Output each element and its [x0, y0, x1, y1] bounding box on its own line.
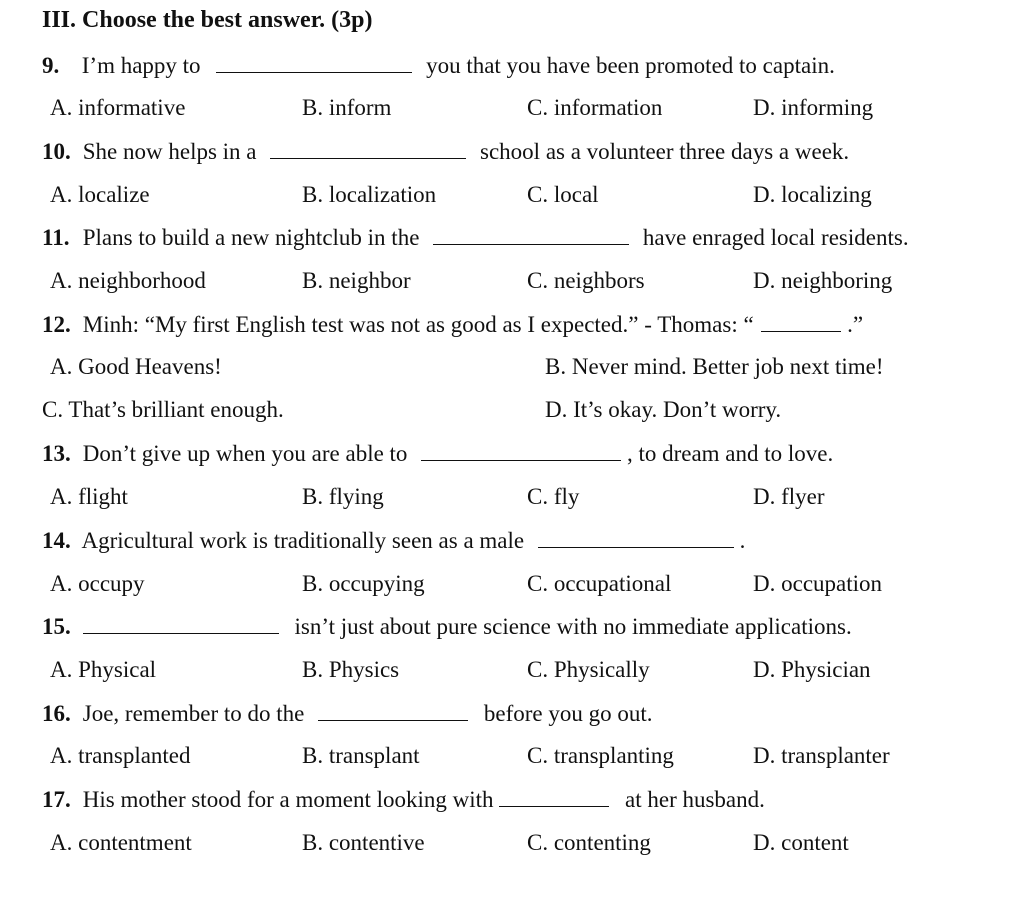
option-b[interactable]: B. inform	[302, 95, 392, 120]
question-text-before: Minh: “My first English test was not as good as I expected.” - Thomas: “	[82, 312, 754, 337]
question-text-after: school as a volunteer three days a week.	[480, 139, 850, 164]
answer-blank[interactable]	[499, 786, 609, 807]
option-c[interactable]: C. Physically	[527, 657, 650, 682]
answer-blank[interactable]	[216, 52, 412, 73]
question-number: 10.	[42, 139, 71, 164]
option-d[interactable]: D. transplanter	[753, 743, 890, 768]
option-c[interactable]: C. local	[527, 182, 599, 207]
answer-blank[interactable]	[270, 138, 466, 159]
question-text-before: Agricultural work is traditionally seen as a male	[81, 528, 525, 553]
option-d[interactable]: D. informing	[753, 95, 874, 120]
question-text-after: before you go out.	[483, 701, 653, 726]
question-text-before: Don’t give up when you are able to	[82, 441, 408, 466]
question-text-after: at her husband.	[625, 787, 765, 812]
option-d[interactable]: D. neighboring	[753, 268, 893, 293]
question-number: 9.	[42, 53, 60, 78]
question-text-before: I’m happy to	[81, 53, 201, 78]
question-number: 16.	[42, 701, 71, 726]
option-a[interactable]: A. flight	[50, 484, 128, 509]
question-17	[42, 785, 765, 815]
option-b[interactable]: B. localization	[302, 182, 437, 207]
question-text-before: His mother stood for a moment looking with	[82, 787, 494, 812]
question-number: 12.	[42, 312, 71, 337]
question-text-after: .”	[847, 312, 864, 337]
option-c[interactable]: C. contenting	[527, 830, 651, 855]
option-a[interactable]: A. Good Heavens!	[50, 354, 222, 379]
question-14	[42, 526, 745, 556]
option-d[interactable]: D. It’s okay. Don’t worry.	[545, 397, 782, 422]
option-b[interactable]: B. transplant	[302, 743, 420, 768]
option-d[interactable]: D. occupation	[753, 571, 883, 596]
question-13	[42, 439, 833, 469]
question-text-after: , to dream and to love.	[626, 441, 834, 466]
option-c[interactable]: C. information	[527, 95, 663, 120]
question-text-after: isn’t just about pure science with no immediate applications.	[294, 614, 852, 639]
question-15	[42, 612, 852, 642]
question-text-before: Plans to build a new nightclub in the	[82, 225, 420, 250]
option-c[interactable]: C. neighbors	[527, 268, 645, 293]
question-text-before: She now helps in a	[82, 139, 257, 164]
option-d[interactable]: D. flyer	[753, 484, 825, 509]
question-11	[42, 223, 909, 253]
question-9	[42, 51, 835, 81]
question-number: 15.	[42, 614, 71, 639]
option-c[interactable]: C. transplanting	[527, 743, 674, 768]
option-c[interactable]: C. fly	[527, 484, 580, 509]
question-text-after: have enraged local residents.	[642, 225, 909, 250]
question-12	[42, 310, 863, 340]
answer-blank[interactable]	[318, 700, 468, 721]
answer-blank[interactable]	[761, 311, 841, 332]
answer-blank[interactable]	[538, 527, 734, 548]
option-b[interactable]: B. contentive	[302, 830, 425, 855]
option-c[interactable]: C. That’s brilliant enough.	[42, 397, 284, 422]
option-d[interactable]: D. content	[753, 830, 849, 855]
question-text-before: Joe, remember to do the	[82, 701, 305, 726]
answer-blank[interactable]	[83, 613, 279, 634]
option-a[interactable]: A. neighborhood	[50, 268, 206, 293]
option-b[interactable]: B. flying	[302, 484, 384, 509]
option-d[interactable]: D. localizing	[753, 182, 872, 207]
answer-blank[interactable]	[421, 440, 621, 461]
option-a[interactable]: A. localize	[50, 182, 150, 207]
option-b[interactable]: B. Never mind. Better job next time!	[545, 354, 884, 379]
question-text-after: .	[739, 528, 746, 553]
option-b[interactable]: B. Physics	[302, 657, 400, 682]
answer-blank[interactable]	[433, 224, 629, 245]
question-10	[42, 137, 849, 167]
question-16	[42, 699, 653, 729]
option-a[interactable]: A. occupy	[50, 571, 145, 596]
option-b[interactable]: B. occupying	[302, 571, 425, 596]
option-a[interactable]: A. informative	[50, 95, 186, 120]
option-a[interactable]: A. transplanted	[50, 743, 191, 768]
option-a[interactable]: A. Physical	[50, 657, 157, 682]
question-number: 17.	[42, 787, 71, 812]
option-b[interactable]: B. neighbor	[302, 268, 411, 293]
option-a[interactable]: A. contentment	[50, 830, 192, 855]
section-heading: III. Choose the best answer. (3p)	[42, 7, 373, 33]
question-text-after: you that you have been promoted to captain.	[426, 53, 835, 78]
question-number: 11.	[42, 225, 70, 250]
option-d[interactable]: D. Physician	[753, 657, 871, 682]
question-number: 13.	[42, 441, 71, 466]
option-c[interactable]: C. occupational	[527, 571, 672, 596]
question-number: 14.	[42, 528, 71, 553]
